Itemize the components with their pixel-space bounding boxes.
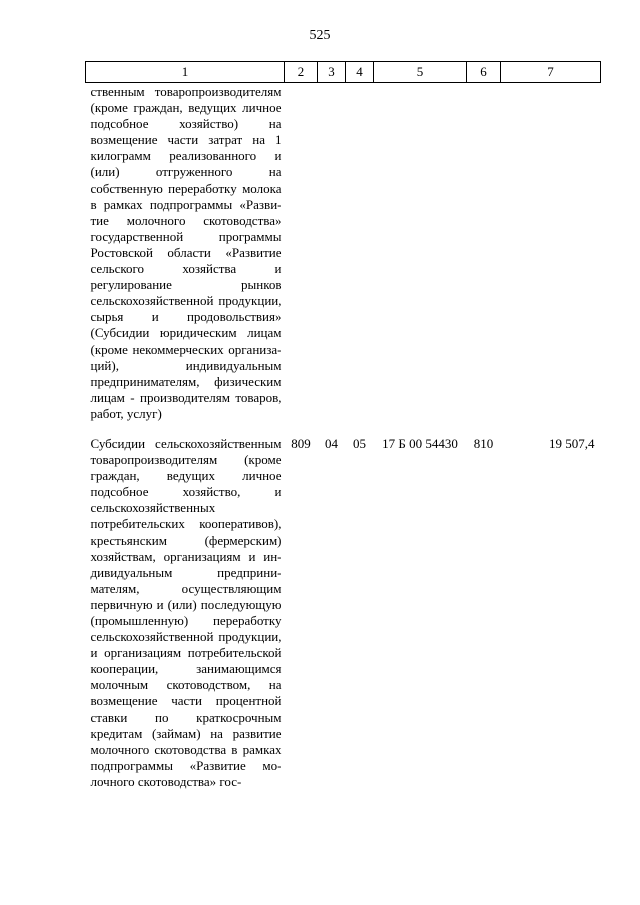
table-row <box>86 83 601 428</box>
header-col-2: 2 <box>285 62 318 83</box>
row-section-code <box>318 83 346 428</box>
header-col-1: 1 <box>86 62 285 83</box>
header-row <box>86 62 601 83</box>
header-col-6: 6 <box>467 62 501 83</box>
row-description: Субсидии сельскохозяйственным товаропроизводителям (кроме граждан, ведущих личное подсобное хозяйство, и сельскохозяйственных потребительских кооперативов), крестьянским (фермерским) хозяйствам, организациям и индивидуальным предпринимателям, осуществляющим первичную и (или) последующую (промышленную) переработку сельскохозяйственной продукции, и организациям потребительской кооперации, занимающимся молочным скотоводством, на возмещение части процентной ставки по краткосрочным кредитам (займам) на развитие молочного скотоводства в рамках подпрограммы «Развитие молочного скотоводства» гос- <box>90 435 282 789</box>
row-subsection-code <box>346 83 374 428</box>
row-target-code: 17 Б 00 54430 <box>382 435 458 451</box>
header-col-5: 5 <box>374 62 467 83</box>
row-amount <box>501 83 601 428</box>
row-amount: 19 507,4 <box>549 435 595 451</box>
row-description: ственным товаропроизводителям (кроме граждан, ведущих личное подсобное хозяйство) на возмещение части затрат на 1 килограмм реализованного и (или) отгруженного на собственную переработку молока в рамках подпрограммы «Развитие молочного скотоводства» государственной программы Ростовской области «Развитие сельского хозяйства и регулирование рынков сельскохозяйственной продукции, сырья и продовольствия» (Субсидии юридическим лицам (кроме некоммерческих организаций), индивидуальным предпринимателям, физическим лицам - производителям товаров, работ, услуг) <box>90 84 282 421</box>
header-col-7: 7 <box>501 62 601 83</box>
budget-table <box>85 61 601 796</box>
row-ministry-code <box>285 83 318 428</box>
row-subsection-code: 05 <box>353 435 366 451</box>
header-col-4: 4 <box>346 62 374 83</box>
row-section-code: 04 <box>325 435 338 451</box>
row-expense-type: 810 <box>473 435 494 451</box>
header-col-3: 3 <box>318 62 346 83</box>
table-row <box>86 428 601 796</box>
row-target-code <box>374 83 467 428</box>
row-ministry-code: 809 <box>291 435 311 451</box>
page-number: 525 <box>309 28 331 43</box>
row-expense-type <box>467 83 501 428</box>
